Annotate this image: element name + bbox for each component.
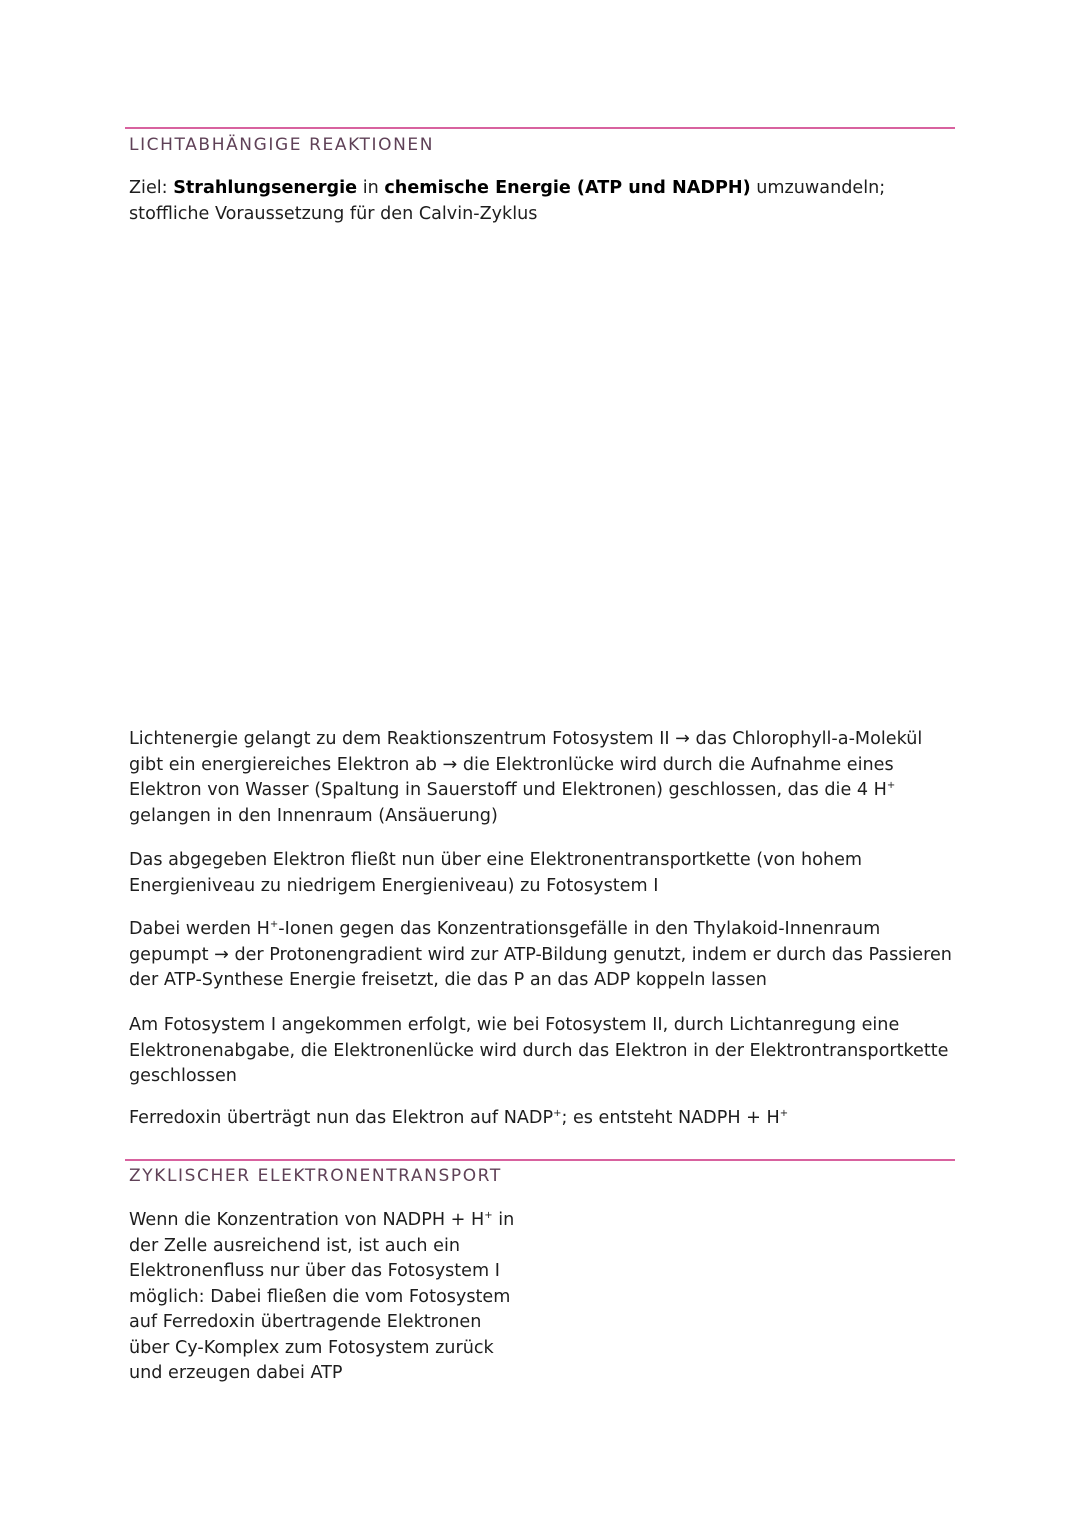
goal-term-chemical-energy: chemische Energie (ATP und NADPH): [384, 178, 751, 198]
superscript-plus: +: [553, 1108, 562, 1119]
paragraph-text: in der Zelle ausreichend ist, ist auch ein Elektronenfluss nur über das Fotosystem I möglich: Dabei fließen die vom Fotosystem auf Ferredoxin übertragende Elektronen über Cy-Komplex zum Fotosystem zurück und erzeugen dabei ATP: [129, 1210, 515, 1383]
superscript-plus: +: [269, 919, 279, 930]
section-divider: [125, 1159, 955, 1161]
paragraph-text: Dabei werden H: [129, 919, 270, 939]
paragraph-text: Ferredoxin überträgt nun das Elektron auf NADP: [129, 1108, 554, 1128]
superscript-plus: +: [886, 780, 896, 791]
paragraph-electron-transport: Das abgegeben Elektron fließt nun über eine Elektronentransportkette (von hohem Energieniveau zu niedrigem Energieniveau) zu Fotosystem I: [129, 850, 863, 896]
paragraph-photosystem-1: Am Fotosystem I angekommen erfolgt, wie bei Fotosystem II, durch Lichtanregung eine Elektronenabgabe, die Elektronenlücke wird durch das Elektron in der Elektrontransportkette geschlossen: [129, 1015, 949, 1086]
section-heading-cyclic-transport: ZYKLISCHER ELEKTRONENTRANSPORT: [129, 1166, 502, 1186]
paragraph-ferredoxin: [129, 1106, 959, 1132]
goal-paragraph: [129, 176, 959, 227]
section-divider: [125, 127, 955, 129]
paragraph-text: -Ionen gegen das Konzentrationsgefälle in den Thylakoid-Innenraum gepumpt → der Protonengradient wird zur ATP-Bildung genutzt, indem er durch das Passieren der ATP-Synthese Energie freisetzt, die das P an das ADP koppeln lassen: [129, 919, 952, 990]
paragraph-cyclic-transport: [129, 1208, 519, 1387]
paragraph-text: ; es entsteht NADPH + H: [561, 1108, 780, 1128]
superscript-plus: +: [779, 1108, 789, 1119]
paragraph-proton-gradient: [129, 917, 959, 994]
paragraph-text: Lichtenergie gelangt zu dem Reaktionszentrum Fotosystem II → das Chlorophyll-a-Molekül gibt ein energiereiches Elektron ab → die Elektronlücke wird durch die Aufnahme eines Elektron von Wasser (Spaltung in Sauerstoff und Elektronen) geschlossen, das die 4 H: [129, 729, 923, 800]
goal-term-radiant-energy: Strahlungsenergie: [173, 178, 358, 198]
section-heading-light-reactions: LICHTABHÄNGIGE REAKTIONEN: [129, 135, 435, 155]
paragraph-photosystem-2: [129, 727, 959, 829]
superscript-plus: +: [484, 1210, 493, 1221]
paragraph-text: Wenn die Konzentration von NADPH + H: [129, 1210, 485, 1230]
goal-text: umzuwandeln; stoffliche Voraussetzung für den Calvin-Zyklus: [129, 178, 886, 224]
goal-text: in: [357, 178, 385, 198]
paragraph-text: gelangen in den Innenraum (Ansäuerung): [129, 805, 498, 826]
goal-label: Ziel:: [129, 178, 174, 198]
